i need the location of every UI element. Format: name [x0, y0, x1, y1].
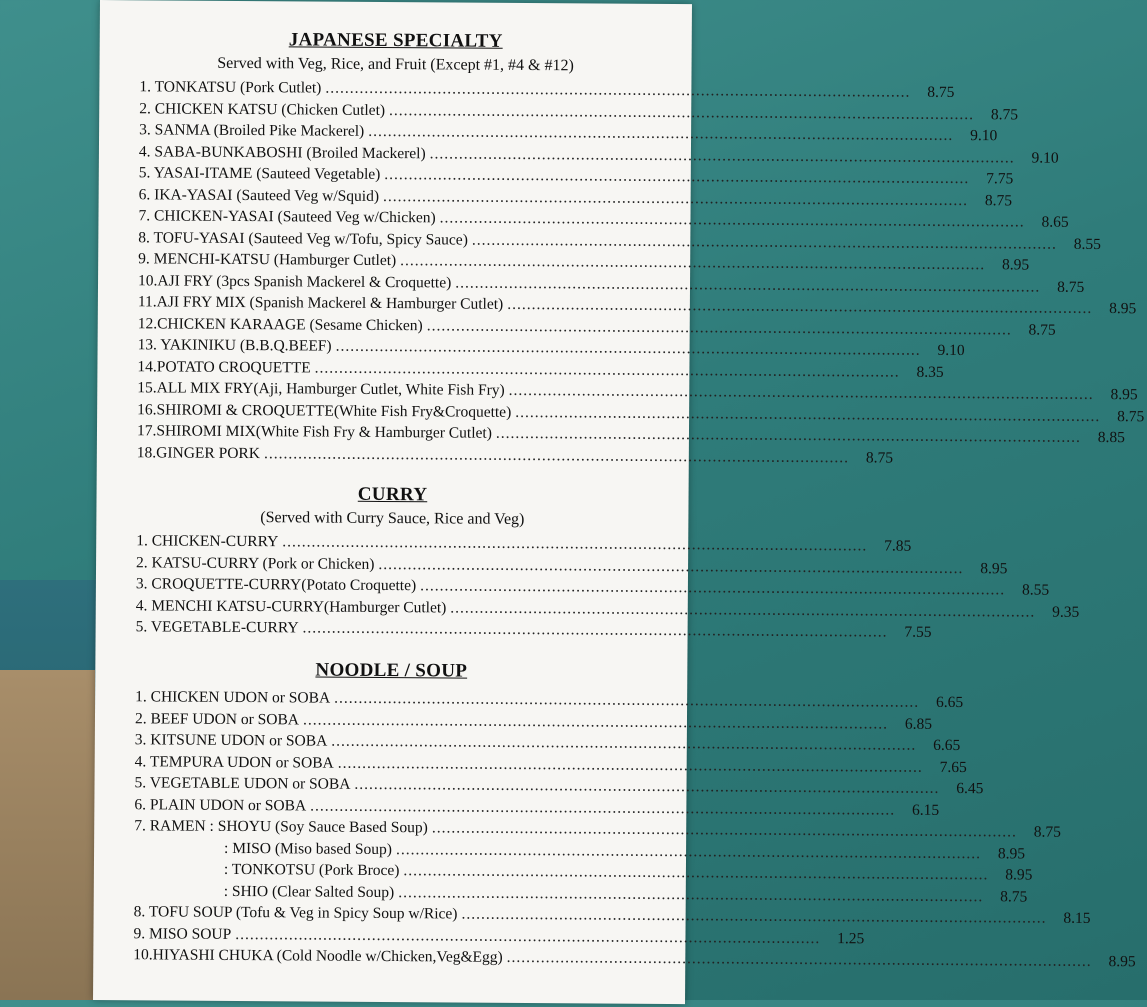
- item-price: 7.65: [939, 758, 967, 776]
- item-name: 4. SABA-BUNKABOSHI (Broiled Mackerel): [138, 142, 426, 162]
- dot-leader: [507, 947, 1092, 973]
- item-price: 7.75: [986, 170, 1014, 188]
- curry-heading: CURRY: [357, 483, 428, 506]
- curry-section: [96, 482, 1080, 642]
- item-price: 8.95: [1110, 386, 1138, 404]
- menu-card: [93, 0, 1145, 1004]
- item-name: 6. IKA-YASAI (Sauteed Veg w/Squid): [138, 185, 380, 205]
- item-name: 5. VEGETABLE UDON or SOBA: [134, 774, 351, 793]
- item-name: 9. MENCHI-KATSU (Hamburger Cutlet): [138, 250, 397, 270]
- japanese-specialty-section: [97, 28, 1145, 467]
- menu-item: [93, 944, 1136, 971]
- item-name: 1. CHICKEN-CURRY: [136, 532, 279, 551]
- item-name: : TONKOTSU (Pork Broce): [223, 860, 400, 880]
- item-price: 8.75: [1000, 887, 1028, 905]
- dot-leader: [302, 617, 887, 643]
- item-name: 7. RAMEN : SHOYU (Soy Sauce Based Soup): [134, 817, 428, 837]
- item-price: 9.35: [1052, 603, 1080, 621]
- item-price: 9.10: [937, 341, 965, 360]
- item-price: 7.55: [904, 623, 932, 641]
- item-name: 3. SANMA (Broiled Pike Mackerel): [139, 121, 365, 140]
- item-price: 8.55: [1073, 235, 1101, 253]
- item-price: 1.25: [837, 929, 865, 947]
- menu-item: [97, 441, 894, 467]
- item-price: 6.85: [904, 715, 933, 733]
- item-price: 8.75: [1057, 278, 1085, 296]
- japanese-specialty-heading: JAPANESE SPECIALTY: [288, 29, 503, 52]
- item-price: 8.95: [980, 559, 1008, 577]
- item-price: 8.75: [990, 105, 1019, 123]
- item-price: 9.10: [970, 127, 998, 145]
- item-name: 8. TOFU SOUP (Tofu & Veg in Spicy Soup w/Rice): [133, 903, 458, 923]
- item-name: 2. CHICKEN KATSU (Chicken Cutlet): [139, 99, 386, 119]
- item-name: 1. TONKATSU (Pork Cutlet): [139, 78, 322, 97]
- item-name: 14.POTATO CROQUETTE: [137, 357, 311, 376]
- item-price: 8.95: [1109, 300, 1137, 318]
- noodle-soup-section: [93, 658, 1136, 971]
- item-name: 2. KATSU-CURRY (Pork or Chicken): [136, 553, 375, 573]
- item-name: 10.HIYASHI CHUKA (Cold Noodle w/Chicken,Veg&Egg): [133, 946, 503, 966]
- noodle-soup-heading: NOODLE / SOUP: [315, 659, 468, 682]
- floor-background: [0, 670, 95, 1000]
- item-name: 15.ALL MIX FRY(Aji, Hamburger Cutlet, White Fish Fry): [137, 379, 505, 399]
- item-price: 8.75: [1033, 823, 1061, 841]
- item-price: 6.65: [933, 736, 961, 755]
- item-price: 8.75: [1117, 407, 1145, 425]
- item-name: 11.AJI FRY MIX (Spanish Mackerel & Hamburger Cutlet): [137, 293, 504, 313]
- curry-subtitle: (Served with Curry Sauce, Rice and Veg): [260, 509, 525, 528]
- item-name: 2. BEEF UDON or SOBA: [134, 709, 300, 728]
- item-name: 3. CROQUETTE-CURRY(Potato Croquette): [135, 575, 417, 595]
- item-name: : SHIO (Clear Salted Soup): [223, 882, 395, 901]
- item-name: 17.SHIROMI MIX(White Fish Fry & Hamburger Cutlet): [136, 422, 492, 442]
- item-price: 6.65: [935, 693, 964, 712]
- item-price: 8.75: [984, 191, 1013, 209]
- item-price: 8.85: [1097, 428, 1125, 447]
- item-name: 8. TOFU-YASAI (Sauteed Veg w/Tofu, Spicy Sauce): [138, 228, 468, 249]
- item-price: 8.75: [927, 83, 955, 101]
- item-name: 10.AJI FRY (3pcs Spanish Mackerel & Croquette): [137, 271, 452, 291]
- item-price: 8.65: [1041, 213, 1069, 231]
- item-price: 9.10: [1031, 149, 1059, 167]
- item-name: 13. YAKINIKU (B.B.Q.BEEF): [137, 336, 332, 355]
- menu-item: [96, 616, 932, 642]
- item-name: 18.GINGER PORK: [136, 443, 261, 462]
- item-name: 7. CHICKEN-YASAI (Sauteed Veg w/Chicken): [138, 207, 436, 227]
- item-name: 12.CHICKEN KARAAGE (Sesame Chicken): [137, 314, 423, 334]
- item-price: 8.15: [1063, 909, 1091, 927]
- item-price: 6.45: [956, 779, 984, 798]
- item-price: 8.75: [1028, 320, 1056, 339]
- dot-leader: [264, 443, 849, 469]
- item-price: 6.15: [911, 801, 940, 819]
- item-price: 8.95: [1002, 256, 1030, 274]
- item-price: 8.55: [1022, 581, 1050, 599]
- item-name: : MISO (Miso based Soup): [224, 839, 393, 858]
- item-name: 1. CHICKEN UDON or SOBA: [135, 688, 331, 707]
- item-name: 3. KITSUNE UDON or SOBA: [134, 731, 328, 750]
- item-name: 4. TEMPURA UDON or SOBA: [134, 752, 334, 772]
- item-price: 8.95: [1005, 866, 1033, 884]
- japanese-specialty-subtitle: Served with Veg, Rice, and Fruit (Except #1, #4 & #12): [217, 54, 574, 75]
- item-price: 8.95: [1108, 953, 1136, 971]
- item-name: 9. MISO SOUP: [133, 924, 232, 943]
- item-price: 8.95: [997, 844, 1026, 862]
- item-name: 16.SHIROMI & CROQUETTE(White Fish Fry&Croquette): [137, 400, 512, 421]
- item-name: 4. MENCHI KATSU-CURRY(Hamburger Cutlet): [135, 596, 447, 616]
- item-name: 5. VEGETABLE-CURRY: [135, 618, 299, 637]
- item-name: 5. YASAI-ITAME (Sauteed Vegetable): [138, 164, 381, 183]
- item-price: 8.75: [865, 448, 894, 467]
- item-price: 8.35: [916, 363, 944, 381]
- item-name: 6. PLAIN UDON or SOBA: [134, 795, 307, 814]
- item-price: 7.85: [884, 537, 912, 555]
